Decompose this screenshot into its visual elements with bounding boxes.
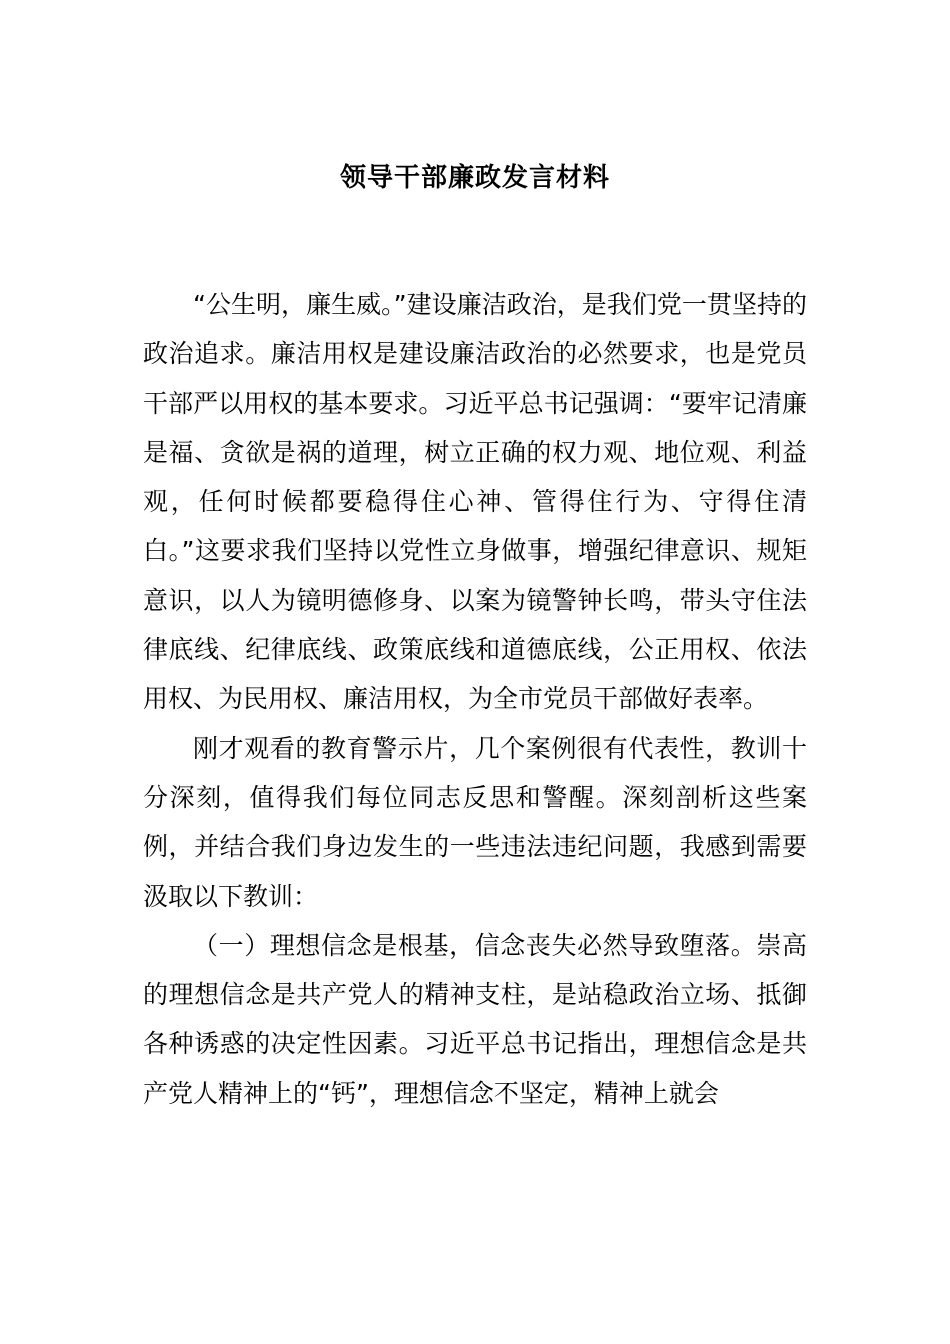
paragraph-intro: “公生明，廉生威。”建设廉洁政治，是我们党一贯坚持的政治追求。廉洁用权是建设廉洁政治的必然要求，也是党员干部严以用权的基本要求。习近平总书记强调：“要牢记清廉是福、贪欲是祸的道理，树立正确的权力观、地位观、利益观，任何时候都要稳得住心神、管得住行为、守得住清白。”这要求我们坚持以党性立身做事，增强纪律意识、规矩意识，以人为镜明德修身、以案为镜警钟长鸣，带头守住法律底线、纪律底线、政策底线和道德底线，公正用权、依法用权、为民用权、廉洁用权，为全市党员干部做好表率。 — [143, 290, 807, 714]
document-title: 领导干部廉政发言材料 — [339, 163, 610, 193]
paragraph-lessons-intro: 刚才观看的教育警示片，几个案例很有代表性，教训十分深刻，值得我们每位同志反思和警醒。深刻剖析这些案例，并结合我们身边发生的一些违法违纪问题，我感到需要汲取以下教训： — [143, 733, 807, 911]
paragraph-section-one: （一）理想信念是根基，信念丧失必然导致堕落。崇高的理想信念是共产党人的精神支柱，是站稳政治立场、抵御各种诱惑的决定性因素。习近平总书记指出，理想信念是共产党人精神上的“钙”，理想信念不坚定，精神上就会 — [143, 930, 807, 1108]
document-body — [143, 280, 807, 1118]
